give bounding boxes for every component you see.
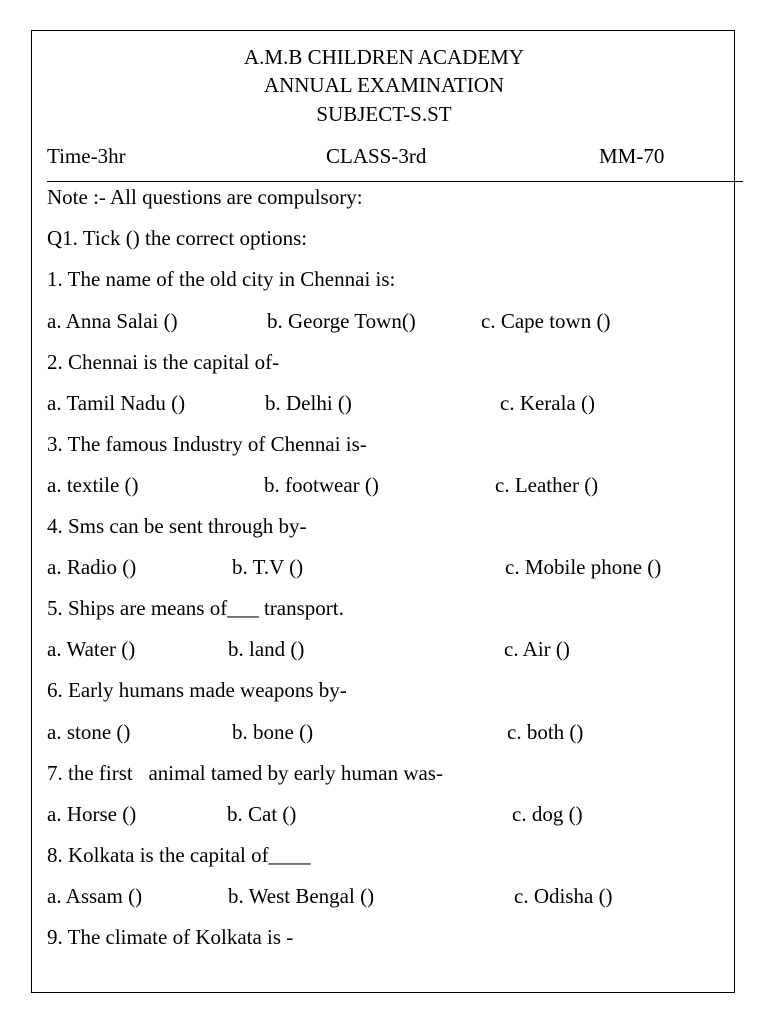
option-a: a. Assam () [47, 884, 143, 908]
option-c: c. both () [507, 720, 584, 744]
subject-title: SUBJECT-S.ST [316, 102, 452, 126]
question-text: 5. Ships are means of___ transport. [47, 596, 344, 620]
class-label: CLASS-3rd [326, 144, 427, 168]
header-divider [47, 181, 743, 182]
option-a: a. Tamil Nadu () [47, 391, 186, 415]
question-text: 8. Kolkata is the capital of____ [47, 843, 311, 867]
school-name: A.M.B CHILDREN ACADEMY [243, 45, 524, 69]
option-b: b. T.V () [232, 555, 304, 579]
question-text: 9. The climate of Kolkata is - [47, 925, 294, 949]
option-a: a. textile () [47, 473, 139, 497]
exam-title: ANNUAL EXAMINATION [263, 73, 505, 97]
option-b: b. Cat () [227, 802, 297, 826]
option-a: a. Radio () [47, 555, 137, 579]
option-c: c. Air () [504, 637, 570, 661]
question-text: 3. The famous Industry of Chennai is- [47, 432, 367, 456]
option-b: b. footwear () [264, 473, 379, 497]
question-text: 2. Chennai is the capital of- [47, 350, 280, 374]
option-a: a. stone () [47, 720, 131, 744]
option-c: c. Odisha () [514, 884, 613, 908]
question-text: 6. Early humans made weapons by- [47, 678, 347, 702]
section-heading: Q1. Tick () the correct options: [47, 226, 308, 250]
question-text: 7. the first animal tamed by early human was- [47, 761, 443, 785]
time-label: Time-3hr [47, 144, 126, 168]
max-marks-label: MM-70 [599, 144, 665, 168]
option-b: b. Delhi () [265, 391, 352, 415]
option-b: b. bone () [232, 720, 314, 744]
option-c: c. Cape town () [481, 309, 611, 333]
option-a: a. Water () [47, 637, 136, 661]
option-a: a. Anna Salai () [47, 309, 178, 333]
option-c: c. Leather () [495, 473, 599, 497]
option-c: c. Mobile phone () [505, 555, 662, 579]
question-text: 1. The name of the old city in Chennai is: [47, 267, 396, 291]
question-text: 4. Sms can be sent through by- [47, 514, 307, 538]
option-b: b. George Town() [267, 309, 416, 333]
option-b: b. West Bengal () [228, 884, 375, 908]
note-text: Note :- All questions are compulsory: [47, 185, 363, 209]
option-a: a. Horse () [47, 802, 137, 826]
option-c: c. dog () [512, 802, 583, 826]
option-c: c. Kerala () [500, 391, 596, 415]
option-b: b. land () [228, 637, 305, 661]
